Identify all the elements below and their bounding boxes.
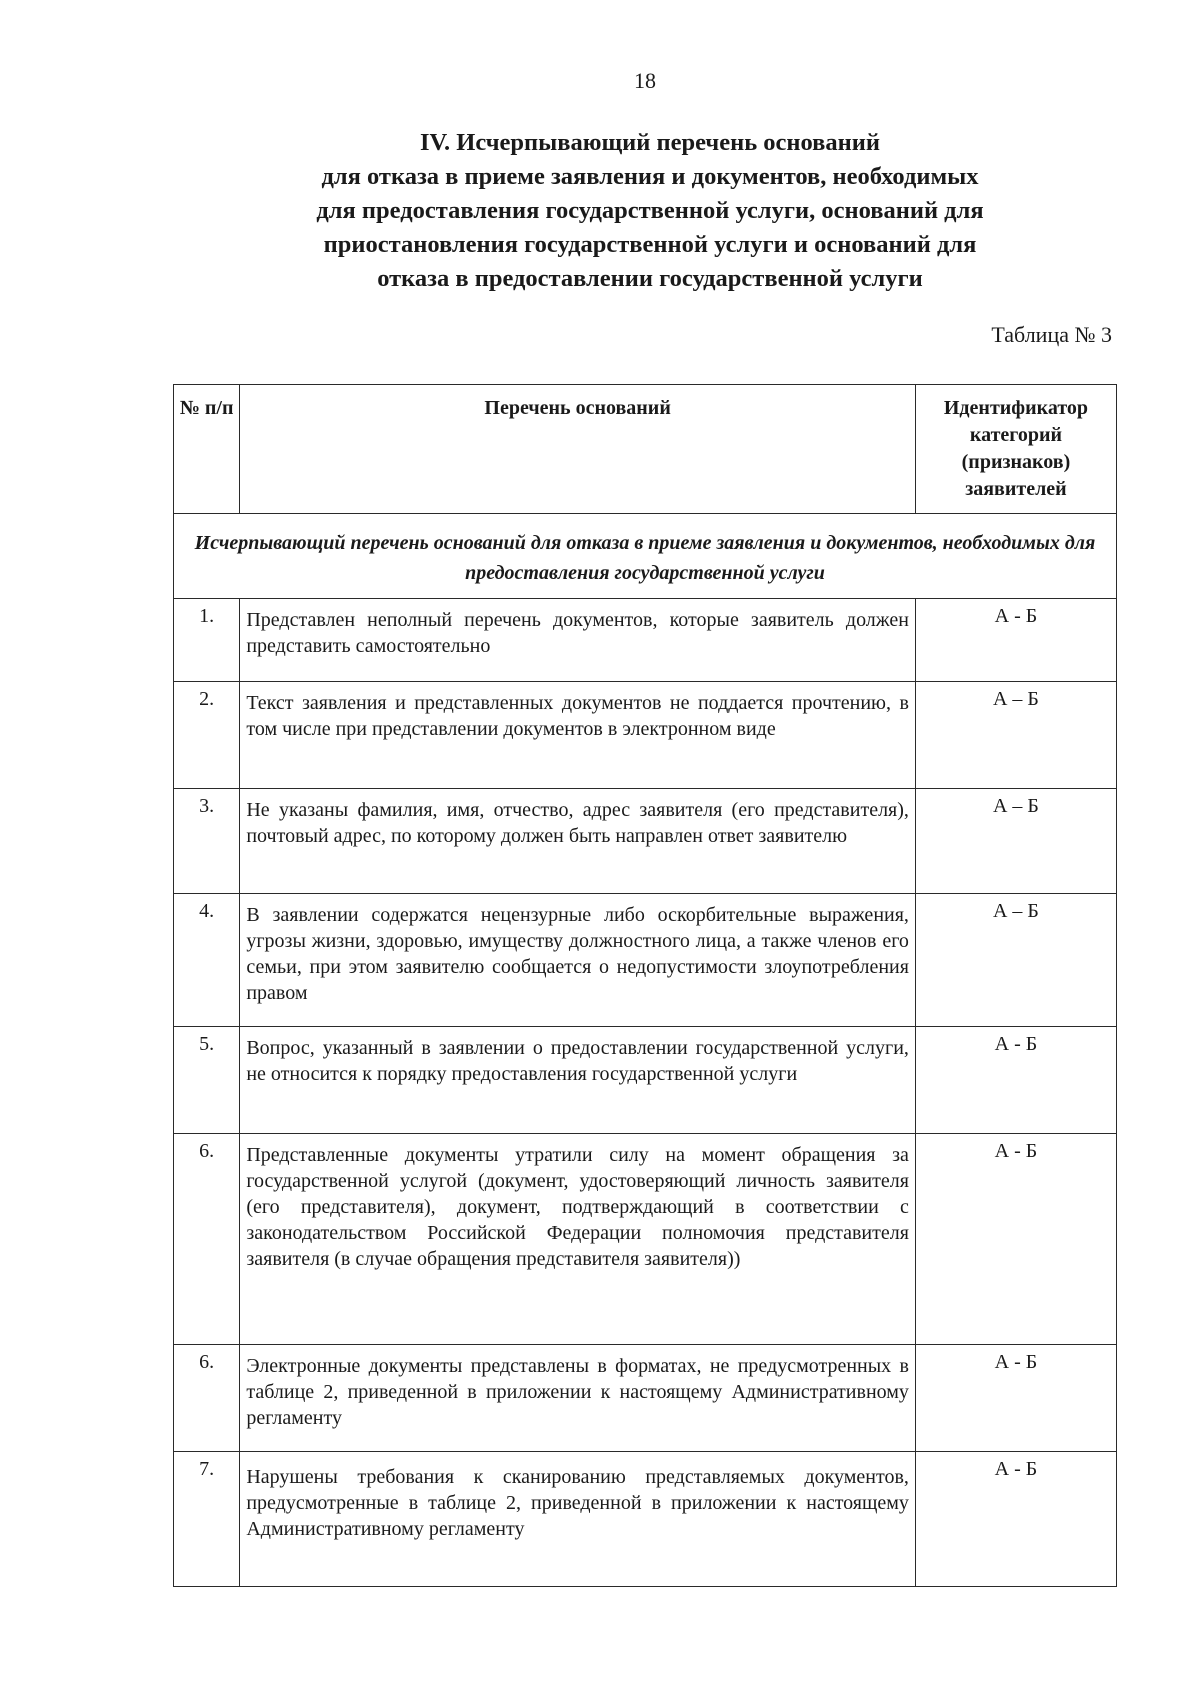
- row-ground-text: Представлен неполный перечень документов, которые заявитель должен представить самостоятельно: [240, 599, 916, 682]
- grounds-table: [173, 384, 1117, 1587]
- row-category-id: А – Б: [915, 894, 1116, 1027]
- table-row: [174, 682, 1117, 789]
- row-ground-text: Нарушены требования к сканированию представляемых документов, предусмотренные в таблице 2, приведенной в приложении к настоящему Административному регламенту: [240, 1452, 916, 1587]
- row-number: 5.: [174, 1027, 240, 1134]
- table-row: [174, 789, 1117, 894]
- row-ground-text: Электронные документы представлены в форматах, не предусмотренных в таблице 2, приведенной в приложении к настоящему Административному регламенту: [240, 1345, 916, 1452]
- section-title: Исчерпывающий перечень оснований для отказа в приеме заявления и документов, необходимых для предоставления государственной услуги: [174, 514, 1117, 599]
- table-row: [174, 1345, 1117, 1452]
- table-row: [174, 894, 1117, 1027]
- heading-line: IV. Исчерпывающий перечень оснований: [419, 129, 881, 156]
- row-number: 3.: [174, 789, 240, 894]
- heading-line: отказа в предоставлении государственной услуги: [377, 265, 923, 292]
- table-header-row: [174, 385, 1117, 514]
- row-number: 6.: [174, 1345, 240, 1452]
- header-applicant-category-id: Идентификатор категорий (признаков) заявителей: [915, 385, 1116, 514]
- row-category-id: А - Б: [915, 1452, 1116, 1587]
- row-ground-text: Не указаны фамилия, имя, отчество, адрес заявителя (его представителя), почтовый адрес, по которому должен быть направлен ответ заявителю: [240, 789, 916, 894]
- row-category-id: А – Б: [915, 789, 1116, 894]
- page-number: 18: [634, 68, 656, 93]
- row-category-id: А - Б: [915, 1134, 1116, 1345]
- row-number: 7.: [174, 1452, 240, 1587]
- row-ground-text: Вопрос, указанный в заявлении о предоставлении государственной услуги, не относится к порядку предоставления государственной услуги: [240, 1027, 916, 1134]
- row-ground-text: В заявлении содержатся нецензурные либо оскорбительные выражения, угрозы жизни, здоровью, имуществу должностного лица, а также членов его семьи, при этом заявителю сообщается о недопустимости злоупотребления правом: [240, 894, 916, 1027]
- row-category-id: А – Б: [915, 682, 1116, 789]
- row-number: 1.: [174, 599, 240, 682]
- header-number: № п/п: [174, 385, 240, 514]
- row-category-id: А - Б: [915, 599, 1116, 682]
- table-row: [174, 1134, 1117, 1345]
- section-heading: [200, 126, 1100, 296]
- heading-line: для предоставления государственной услуги, оснований для: [316, 197, 984, 224]
- row-category-id: А - Б: [915, 1027, 1116, 1134]
- row-ground-text: Представленные документы утратили силу на момент обращения за государственной услугой (документ, удостоверяющий личность заявителя (его представителя), документ, подтверждающий в соответствии с законодательством Российской Федерации полномочия представителя заявителя (в случае обращения представителя заявителя)): [240, 1134, 916, 1345]
- heading-line: для отказа в приеме заявления и документов, необходимых: [321, 163, 979, 190]
- row-ground-text: Текст заявления и представленных документов не поддается прочтению, в том числе при представлении документов в электронном виде: [240, 682, 916, 789]
- table-row: [174, 1027, 1117, 1134]
- section-row: [174, 514, 1117, 599]
- row-number: 6.: [174, 1134, 240, 1345]
- table-caption: Таблица № 3: [991, 322, 1112, 347]
- heading-line: приостановления государственной услуги и оснований для: [323, 231, 977, 258]
- row-number: 2.: [174, 682, 240, 789]
- header-grounds-list: Перечень оснований: [240, 385, 916, 514]
- row-category-id: А - Б: [915, 1345, 1116, 1452]
- table-row: [174, 1452, 1117, 1587]
- table-row: [174, 599, 1117, 682]
- row-number: 4.: [174, 894, 240, 1027]
